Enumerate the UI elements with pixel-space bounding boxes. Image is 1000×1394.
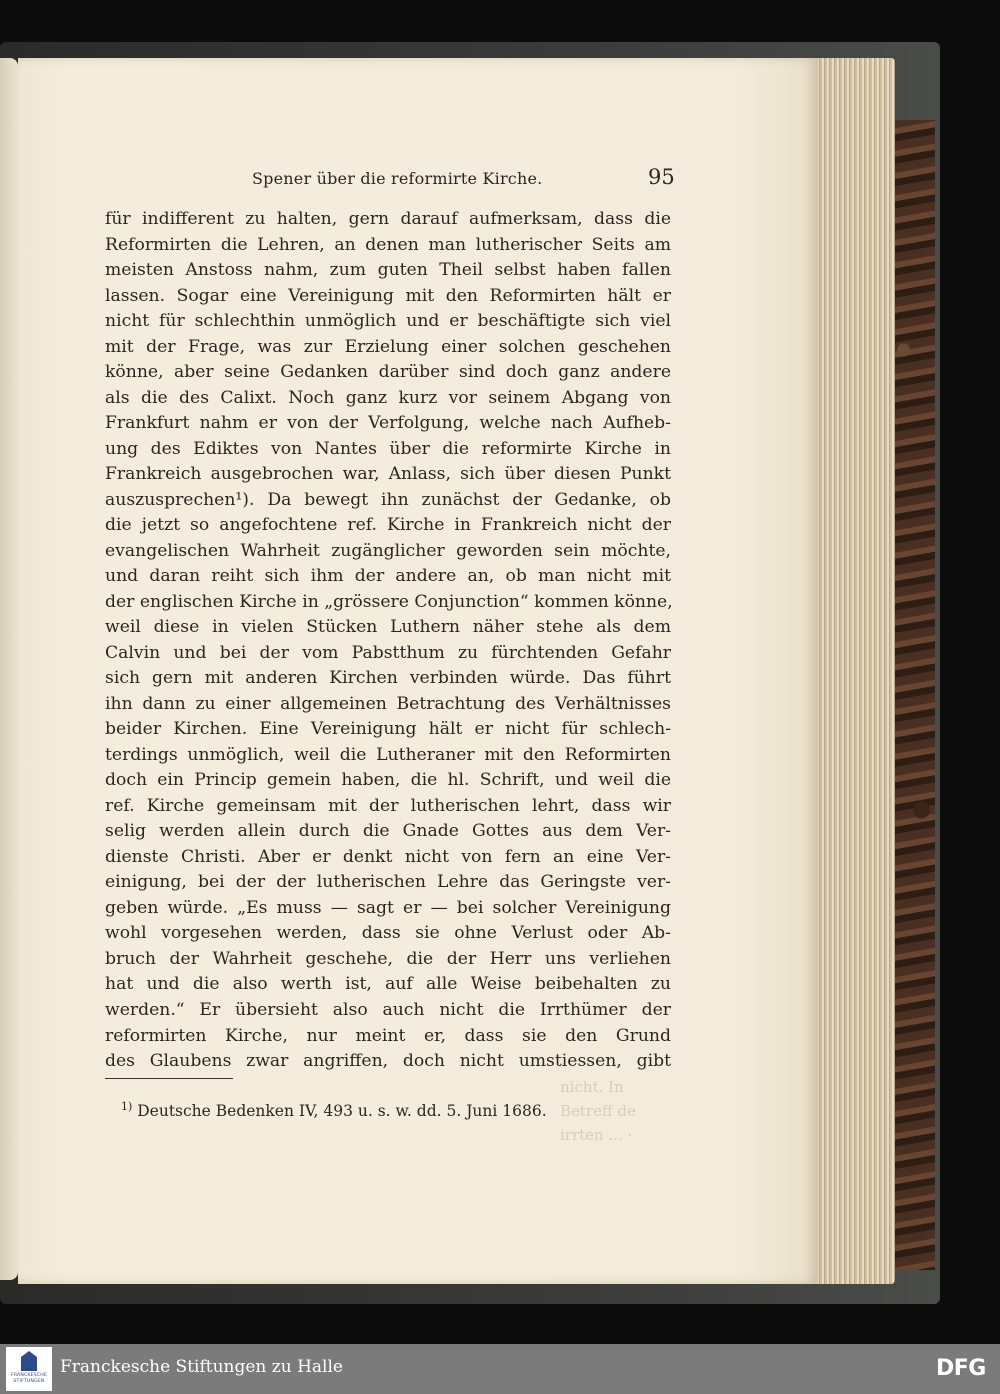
institution-name: Franckesche Stiftungen zu Halle xyxy=(60,1357,343,1377)
text-line: wohl vorgesehen werden, dass sie ohne Verlust oder Ab- xyxy=(105,923,671,944)
text-line: meisten Anstoss nahm, zum guten Theil selbst haben fallen xyxy=(105,260,671,281)
text-line: evangelischen Wahrheit zugänglicher geworden sein möchte, xyxy=(105,540,671,561)
text-line: Frankreich ausgebrochen war, Anlass, sich über diesen Punkt xyxy=(105,464,671,485)
text-line: Frankfurt nahm er von der Verfolgung, welche nach Aufheb- xyxy=(105,413,671,434)
bottom-banner xyxy=(0,1344,1000,1394)
text-line: als die des Calixt. Noch ganz kurz vor seinem Abgang von xyxy=(105,387,671,408)
text-line: Reformirten die Lehren, an denen man lutherischer Seits am xyxy=(105,234,671,255)
text-line: lassen. Sogar eine Vereinigung mit den Reformirten hält er xyxy=(105,285,671,306)
text-line: sich gern mit anderen Kirchen verbinden würde. Das führt xyxy=(105,668,671,689)
text-line: weil diese in vielen Stücken Luthern näher stehe als dem xyxy=(105,617,671,638)
text-line: auszusprechen¹). Da bewegt ihn zunächst der Gedanke, ob xyxy=(105,489,671,510)
text-line: ihn dann zu einer allgemeinen Betrachtung des Verhältnisses xyxy=(105,693,671,714)
emblem-icon xyxy=(21,1351,37,1371)
running-title: Spener über die reformirte Kirche. xyxy=(252,169,543,188)
text-line: selig werden allein durch die Gnade Gottes aus dem Ver- xyxy=(105,821,671,842)
footnote-text: Deutsche Bedenken IV, 493 u. s. w. dd. 5. Juni 1686. xyxy=(137,1102,547,1121)
text-line: hat und die also werth ist, auf alle Weise beibehalten zu xyxy=(105,974,671,995)
text-line: werden.“ Er übersieht also auch nicht die Irrthümer der xyxy=(105,999,671,1020)
text-line: einigung, bei der der lutherischen Lehre das Geringste ver- xyxy=(105,872,671,893)
text-line: reformirten Kirche, nur meint er, dass sie den Grund xyxy=(105,1025,671,1046)
page-header xyxy=(0,165,1000,193)
page-stack-edge xyxy=(810,58,895,1284)
logo-text: FRANCKESCHE STIFTUNGEN xyxy=(10,1373,48,1384)
text-line: Calvin und bei der vom Pabstthum zu fürchtenden Gefahr xyxy=(105,642,671,663)
text-line: könne, aber seine Gedanken darüber sind doch ganz andere xyxy=(105,362,671,383)
bleed-through-text: nicht. In Betreff de irrten ... · xyxy=(560,1078,636,1144)
text-line: geben würde. „Es muss — sagt er — bei solcher Vereinigung xyxy=(105,897,671,918)
franckesche-stiftungen-logo[interactable] xyxy=(6,1347,52,1391)
text-line: beider Kirchen. Eine Vereinigung hält er nicht für schlech- xyxy=(105,719,671,740)
text-line: terdings unmöglich, weil die Lutheraner mit den Reformirten xyxy=(105,744,671,765)
text-line: ung des Ediktes von Nantes über die reformirte Kirche in xyxy=(105,438,671,459)
page-number: 95 xyxy=(648,165,675,189)
marbled-book-edge xyxy=(890,120,935,1270)
text-line: mit der Frage, was zur Erzielung einer solchen geschehen xyxy=(105,336,671,357)
footnote-rule xyxy=(105,1078,233,1079)
facing-page-edge xyxy=(0,58,18,1280)
text-line: dienste Christi. Aber er denkt nicht von fern an eine Ver- xyxy=(105,846,671,867)
text-line: doch ein Princip gemein haben, die hl. Schrift, und weil die xyxy=(105,770,671,791)
text-line: bruch der Wahrheit geschehe, die der Herr uns verliehen xyxy=(105,948,671,969)
text-line: der englischen Kirche in „grössere Conjunction“ kommen könne, xyxy=(105,591,673,612)
body-text xyxy=(105,207,671,1075)
text-line: die jetzt so angefochtene ref. Kirche in Frankreich nicht der xyxy=(105,515,671,536)
text-line: des Glaubens zwar angriffen, doch nicht umstiessen, gibt xyxy=(105,1051,671,1072)
footnote-marker: 1) xyxy=(121,1100,133,1113)
dfg-logo[interactable]: DFG xyxy=(936,1356,986,1381)
text-line: für indifferent zu halten, gern darauf aufmerksam, dass die xyxy=(105,209,671,229)
text-line: nicht für schlechthin unmöglich und er beschäftigte sich viel xyxy=(105,311,671,332)
text-line: ref. Kirche gemeinsam mit der lutherischen lehrt, dass wir xyxy=(105,795,671,816)
text-line: und daran reiht sich ihm der andere an, ob man nicht mit xyxy=(105,566,671,587)
footnote xyxy=(121,1100,547,1120)
